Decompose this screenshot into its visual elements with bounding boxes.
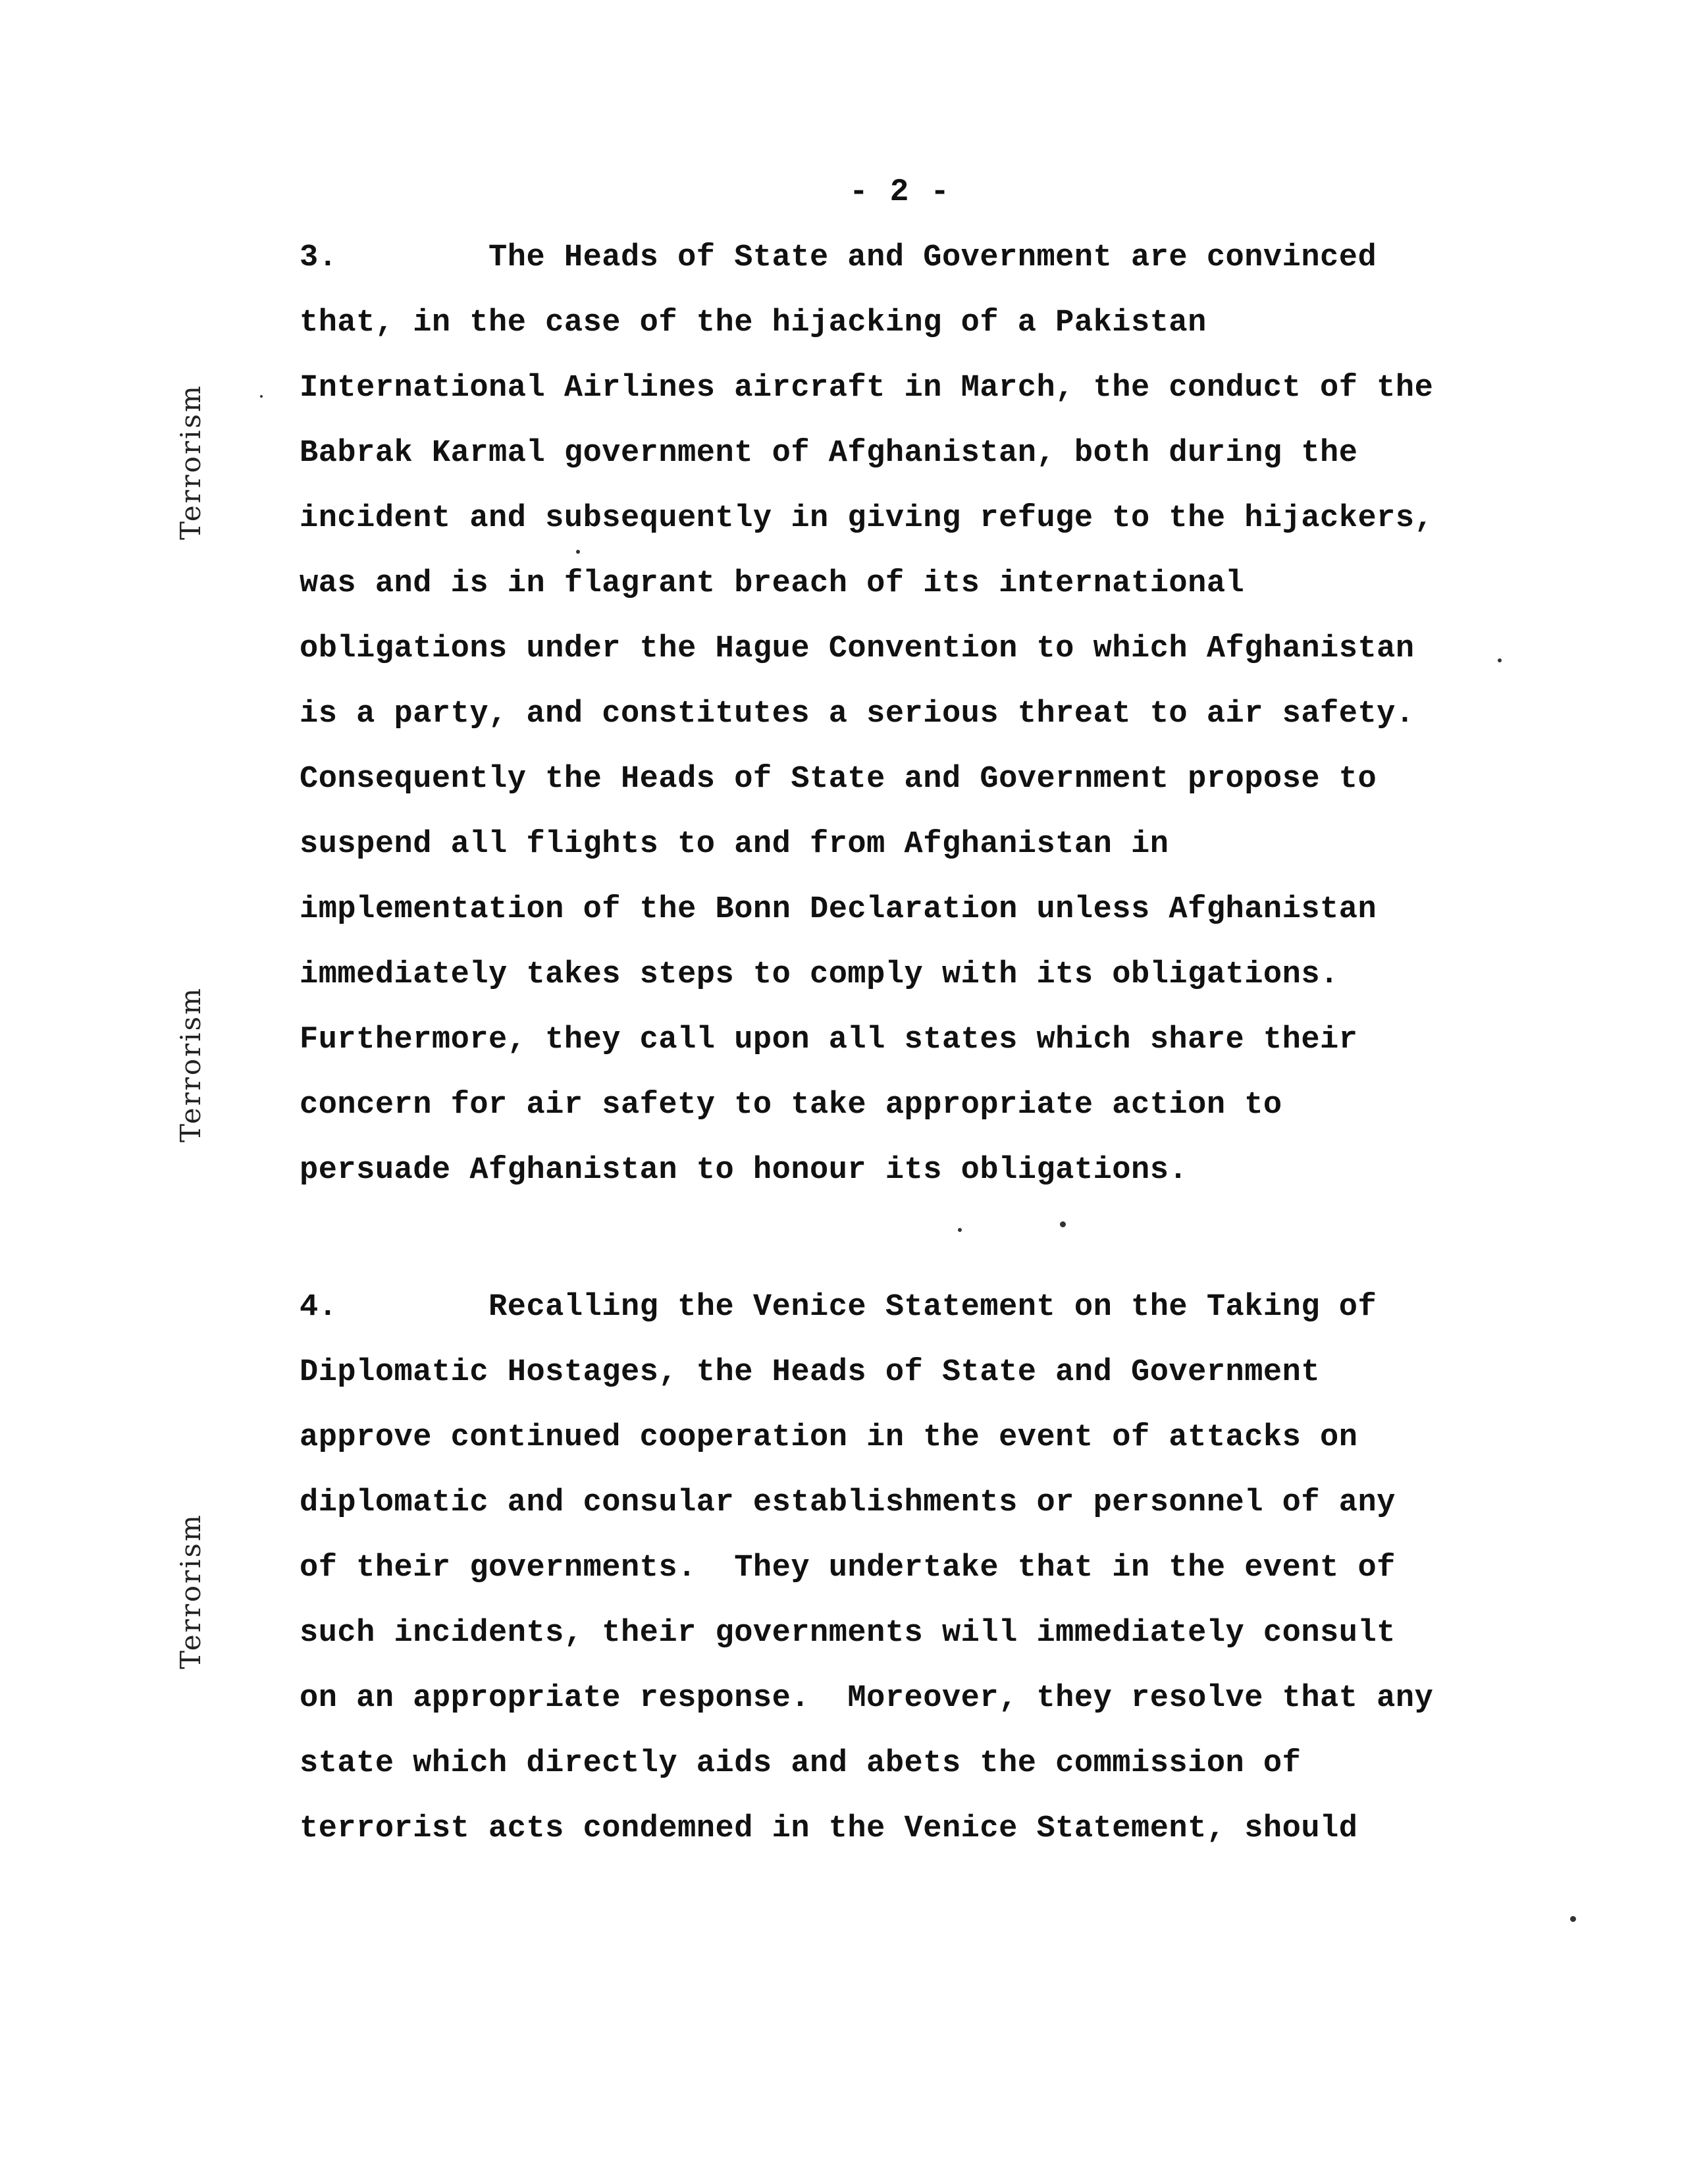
- scan-speck: [1570, 1916, 1576, 1922]
- paragraph-line: suspend all flights to and from Afghanistan in: [300, 827, 1169, 862]
- scan-speck: [1060, 1221, 1066, 1227]
- scan-speck: [576, 550, 580, 554]
- paragraph-line: that, in the case of the hijacking of a Pakistan: [300, 306, 1207, 340]
- paragraph-line: immediately takes steps to comply with its obligations.: [300, 957, 1339, 992]
- paragraph-line: Babrak Karmal government of Afghanistan, both during the: [300, 436, 1358, 471]
- paragraph-line: on an appropriate response. Moreover, they resolve that any: [300, 1681, 1434, 1716]
- paragraph-line: obligations under the Hague Convention to which Afghanistan: [300, 631, 1415, 666]
- scan-speck: [958, 1228, 962, 1232]
- paragraph-line: Consequently the Heads of State and Government propose to: [300, 762, 1377, 797]
- paragraph-line: Furthermore, they call upon all states which share their: [300, 1023, 1358, 1057]
- margin-note-terrorism: Terrorism: [174, 1513, 207, 1669]
- paragraph-line: 4. Recalling the Venice Statement on the Taking of: [300, 1290, 1377, 1325]
- page-number: - 2 -: [849, 174, 951, 210]
- paragraph-line: implementation of the Bonn Declaration unless Afghanistan: [300, 892, 1377, 927]
- paragraph-line: state which directly aids and abets the commission of: [300, 1746, 1302, 1781]
- paragraph-line: approve continued cooperation in the event of attacks on: [300, 1420, 1358, 1455]
- paragraph-line: such incidents, their governments will immediately consult: [300, 1616, 1396, 1651]
- paragraph-line: 3. The Heads of State and Government are convinced: [300, 240, 1377, 275]
- paragraph-line: persuade Afghanistan to honour its obligations.: [300, 1153, 1188, 1188]
- margin-note-terrorism: Terrorism: [174, 986, 207, 1142]
- paragraph-line: is a party, and constitutes a serious threat to air safety.: [300, 697, 1415, 732]
- paragraph-line: Diplomatic Hostages, the Heads of State and Government: [300, 1355, 1321, 1390]
- paragraph-line: diplomatic and consular establishments or personnel of any: [300, 1485, 1396, 1520]
- margin-note-terrorism: Terrorism: [174, 384, 207, 540]
- paragraph-line: incident and subsequently in giving refuge to the hijackers,: [300, 501, 1434, 536]
- scan-speck: [1498, 658, 1502, 662]
- paragraph-line: concern for air safety to take appropriate action to: [300, 1088, 1282, 1123]
- paragraph-line: of their governments. They undertake that in the event of: [300, 1551, 1396, 1585]
- scan-speck: [260, 395, 263, 398]
- paragraph-line: was and is in flagrant breach of its international: [300, 566, 1245, 601]
- paragraph-line: International Airlines aircraft in March, the conduct of the: [300, 371, 1434, 406]
- paragraph-line: terrorist acts condemned in the Venice Statement, should: [300, 1811, 1358, 1846]
